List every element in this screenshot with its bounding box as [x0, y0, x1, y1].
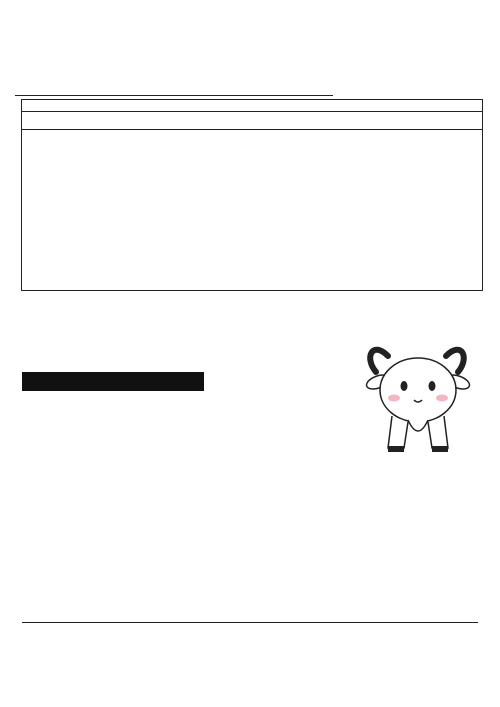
calendar-title [22, 100, 482, 112]
goat-illustration [358, 338, 478, 456]
masthead [15, 14, 333, 96]
calendar-header [22, 112, 482, 130]
recruit-box [342, 14, 497, 96]
header [0, 0, 500, 100]
divider [22, 622, 478, 623]
section-heading [22, 372, 204, 391]
calendar [21, 99, 483, 291]
